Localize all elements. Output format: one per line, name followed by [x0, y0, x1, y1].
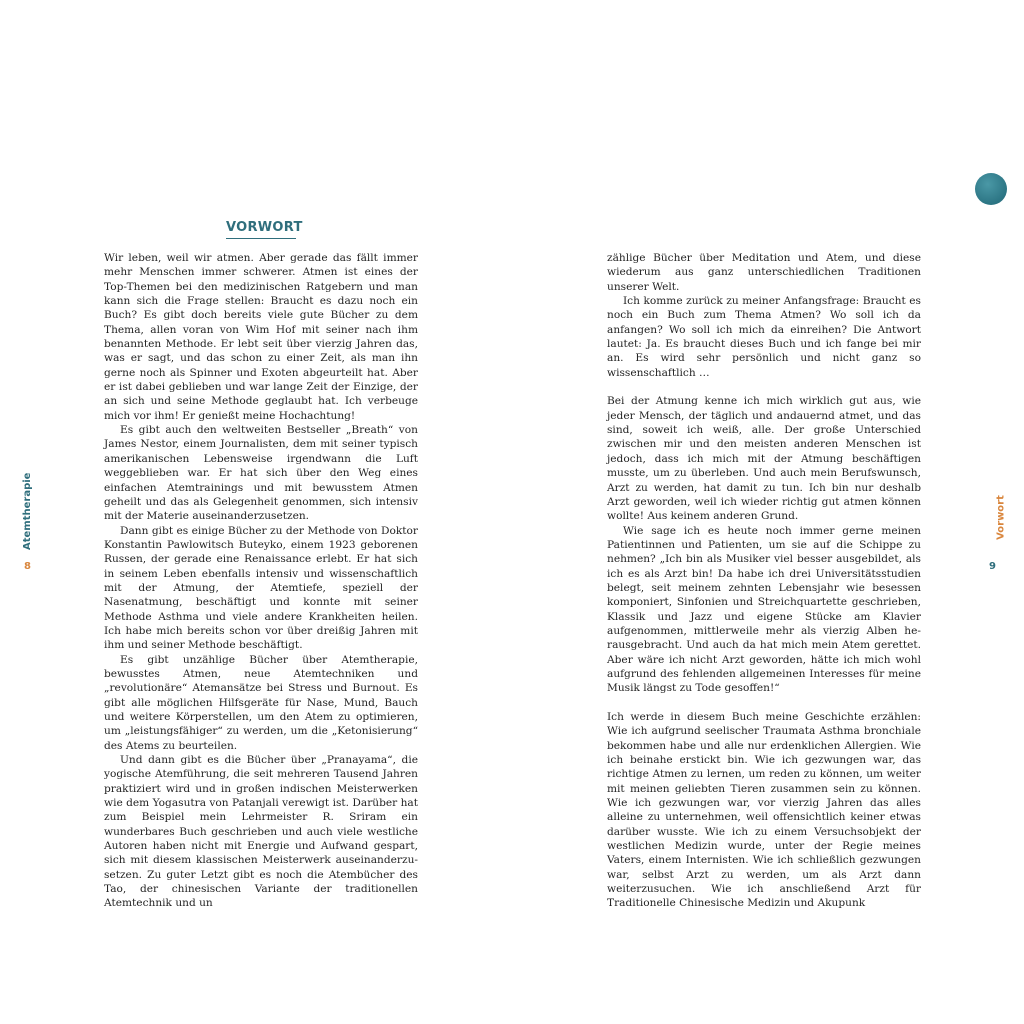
heading-underline: [226, 238, 296, 239]
paragraph: Es gibt auch den weltweiten Bestseller „Breath“ von James Nestor, einem Journalisten, dem mit seiner typisch amerikanischen Lebensweise irgendwann die Luft weggeblieben war. Er hat sich über den Weg eines einfachen Atemtrainings und mit bewusstem Atmen geheilt und das als Gelegenheit genommen, sich intensiv mit der Materie auseinanderzusetzen.: [104, 424, 418, 523]
running-title-left: Atemtherapie: [22, 472, 33, 550]
paragraph: zählige Bücher über Meditation und Atem, und diese wiederum aus ganz unterschiedlichen Traditionen unserer Welt.: [607, 252, 921, 293]
chapter-heading: VORWORT: [226, 220, 303, 235]
paragraph: Es gibt unzählige Bücher über Atemtherapie, bewusstes Atmen, neue Atemtechniken und „revolutionäre“ Atemansätze bei Stress und Burnout. Es gibt alle möglichen Hilfsgeräte für Nase, Mund, Bauch und weitere Körperstellen, um den Atem zu optimieren, um „leistungsfähiger“ zu werden, um die „Ketonisierung“ des Atems zu beurteilen.: [104, 653, 418, 752]
right-page-text: [607, 251, 921, 911]
page-number-left: 8: [24, 561, 31, 572]
paragraph: Und dann gibt es die Bücher über „Pranayama“, die yogische Atemführung, die seit mehreren Tausend Jahren praktiziert wird und in großen indischen Meisterwerken wie dem Yogasutra von Patanjali verewigt ist. Darüber hat zum Beispiel mein Lehrmeister R. Sriram ein wunderbares Buch geschrieben und auch viele westliche Autoren haben nicht mit Energie und Aufwand gespart, sich mit diesem klassischen Meisterwerk auseinanderzusetzen. Zu guter Letzt gibt es noch die Atembücher des Tao, der chinesischen Variante der traditionellen Atemtechnik und un: [104, 754, 418, 910]
running-title-right: Vorwort: [995, 495, 1007, 540]
paragraph: Bei der Atmung kenne ich mich wirklich gut aus, wie jeder Mensch, der täglich und andauernd atmet, und das sind, soweit ich weiß, alle. Der große Unterschied zwischen mir und den meisten anderen Menschen ist jedoch, dass ich mich mit der Atmung beschäftigen musste, um zu überleben. Und auch mein Berufswunsch, Arzt zu werden, hat damit zu tun. Ich bin nur deshalb Arzt geworden, weil ich wieder richtig gut atmen können wollte! Aus keinem anderen Grund.: [607, 395, 921, 523]
paragraph: Ich komme zurück zu meiner Anfangsfrage: Braucht es noch ein Buch zum Thema Atmen? Wo soll ich da anfangen? Wo soll ich mich da einreihen? Die Antwort lautet: Ja. Es braucht dieses Buch und ich fange bei mir an. Es wird sehr persönlich und nicht ganz so wissenschaftlich …: [607, 295, 921, 379]
page-number-right: 9: [989, 561, 996, 572]
left-page-text: [104, 251, 418, 911]
paragraph: Wir leben, weil wir atmen. Aber gerade das fällt immer mehr Menschen immer schwerer. Atmen ist eines der Top-Themen bei den medizinischen Ratgebern und man kann sich die Frage stellen: Braucht es dazu noch ein Buch? Es gibt doch bereits viele gute Bücher zu dem Thema, allen voran von Wim Hof mit seiner nach ihm benannten Methode. Er lebt seit über vierzig Jahren das, was er sagt, und das schon zu einer Zeit, als man ihn gerne noch als Spinner und Exoten abgeurteilt hat. Aber er ist dabei geblieben und war lange Zeit der Einzige, der an sich und seine Methode geglaubt hat. Ich verbeuge mich vor ihm! Er genießt meine Hochachtung!: [104, 252, 418, 422]
paragraph: Wie sage ich es heute noch immer gerne meinen Patientinnen und Patienten, um sie auf die Schippe zu nehmen? „Ich bin als Musiker viel besser ausgebildet, als ich es als Arzt bin! Da habe ich drei Universitätsstudien belegt, seit meinem zehnten Lebensjahr wie besessen komponiert, Sinfonien und Streichquartette geschrieben, Klassik und Jazz und eigene Stücke am Klavier aufgenommen, mittlerweile mehr als vierzig Alben herausgebracht. Und auch da hat mich mein Atem gerettet. Aber wäre ich nicht Arzt geworden, hätte ich mich wohl aufgrund des fehlenden allgemeinen Interesses für meine Musik längst zu Tode gesoffen!“: [607, 524, 921, 695]
paragraph: Ich werde in diesem Buch meine Geschichte erzählen: Wie ich aufgrund seelischer Traumata Asthma bronchiale bekommen habe und alle nur erdenklichen Allergien. Wie ich beinahe erstickt bin. Wie ich gezwungen war, das richtige Atmen zu lernen, um reden zu können, um weiter mit meinen geliebten Tieren zusammen sein zu können. Wie ich gezwungen war, vor vierzig Jahren das alles alleine zu unternehmen, weil offensichtlich keiner etwas darüber wusste. Wie ich zu einem Versuchsobjekt der westlichen Medizin wurde, unter der Regie meines Vaters, einem Internisten. Wie ich schließlich gezwungen war, selbst Arzt zu werden, um als Arzt dann weiterzusuchen. Wie ich anschließend Arzt für Traditionelle Chinesische Medizin und Akupunk: [607, 711, 921, 910]
chapter-marker-dot: [975, 173, 1007, 205]
paragraph: Dann gibt es einige Bücher zu der Methode von Doktor Konstantin Pawlowitsch Buteyko, einem 1923 geborenen Russen, der gerade eine Renaissance erlebt. Er hat sich in seinem Leben ebenfalls intensiv und wissenschaftlich mit der Atmung, der Atemtiefe, speziell der Nasenatmung, beschäftigt und konnte mit seiner Methode Asthma und viele andere Krankheiten heilen. Ich habe mich bereits schon vor über dreißig Jahren mit ihm und seiner Methode beschäftigt.: [104, 524, 418, 652]
